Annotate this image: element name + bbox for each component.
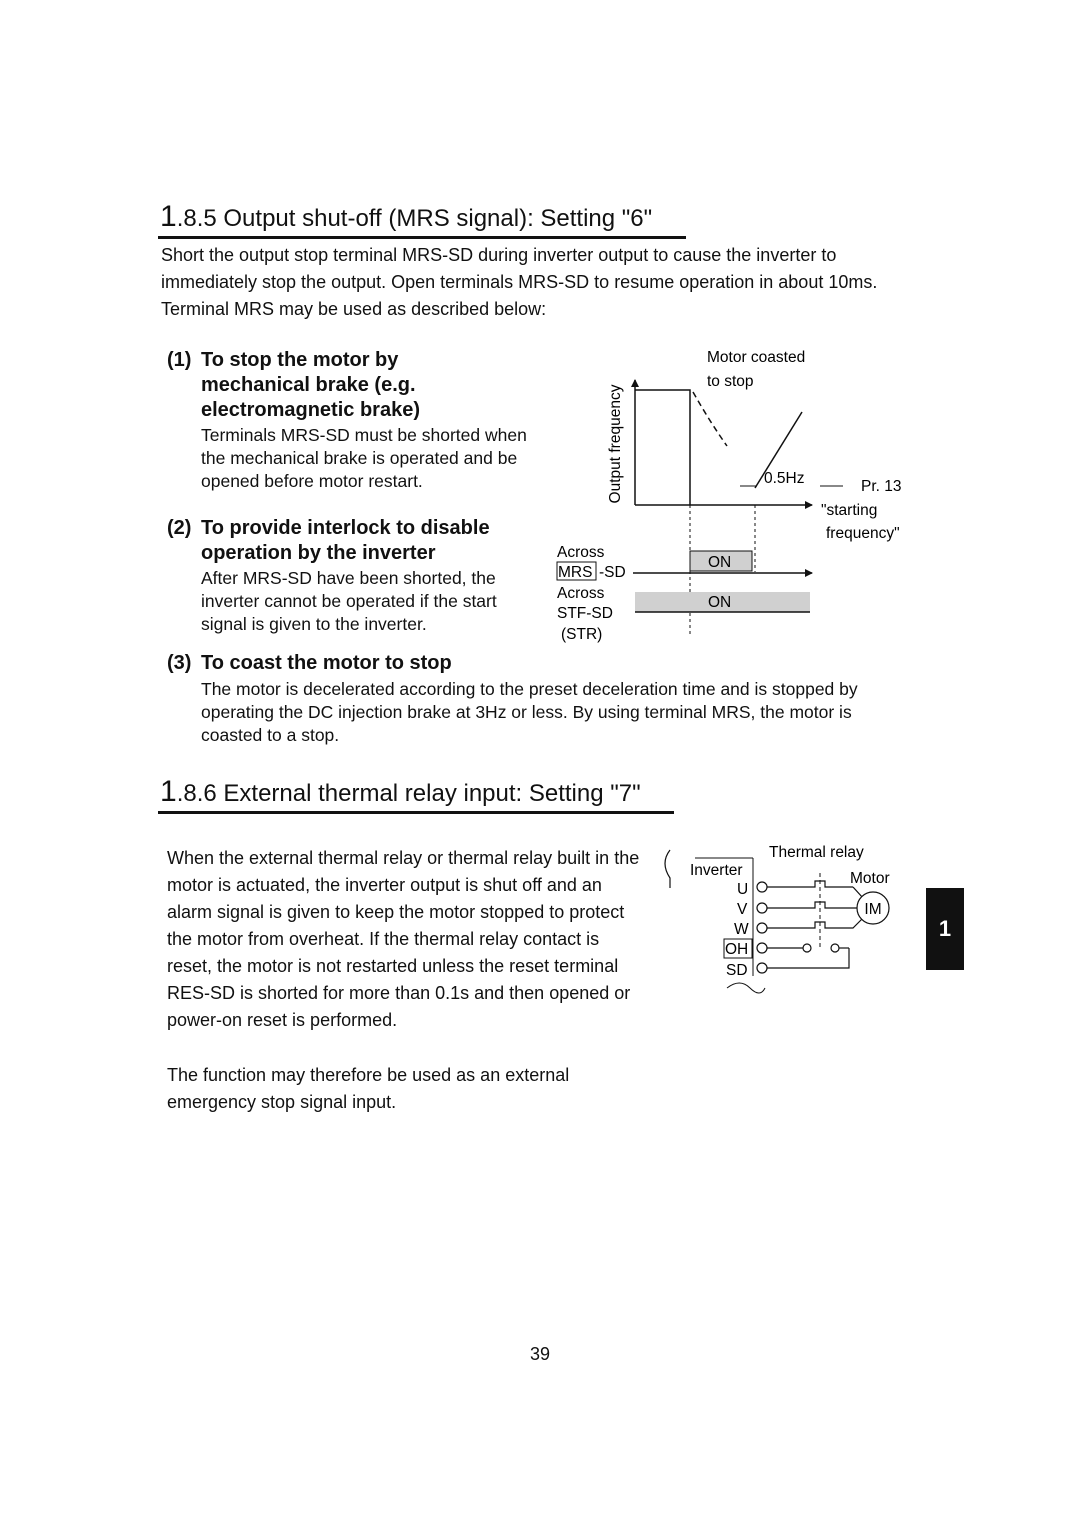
mrs-timing-diagram <box>550 342 920 647</box>
item-1-number: (1) <box>167 349 192 371</box>
item-1-body: Terminals MRS-SD must be shorted when the mechanical brake is operated and be opened before motor restart. <box>201 425 527 491</box>
section-title-1-8-5 <box>160 200 652 234</box>
mrs-label: MRS <box>558 564 593 581</box>
v-label: V <box>737 901 748 918</box>
oh-label: OH <box>725 941 749 958</box>
section-number: 1 <box>160 200 177 233</box>
inverter-label: Inverter <box>690 862 743 879</box>
sd-label: SD <box>726 962 748 979</box>
thermal-relay-diagram <box>655 838 905 998</box>
section-title-1-8-6 <box>160 775 641 809</box>
terminal-sd <box>757 963 767 973</box>
item-3-heading: To coast the motor to stop <box>201 652 452 674</box>
im-label: IM <box>864 901 882 918</box>
thermal-paragraph-1: When the external thermal relay or thermal relay built in the motor is actuated, the inverter output is shut off and an alarm signal is given to keep the motor stopped to protect the motor from overheat. If the thermal relay contact is reset, the motor is not restarted unless the reset terminal RES-SD is shorted for more than 0.1s and then opened or power-on reset is performed. <box>167 848 640 1030</box>
w-wire <box>767 918 863 928</box>
coast-label-2: to stop <box>707 373 754 390</box>
item-2-heading: To provide interlock to disable operation by the inverter <box>201 517 490 564</box>
chapter-tab: 1 <box>926 888 964 970</box>
u-wire <box>767 881 853 887</box>
w-label: W <box>734 921 749 938</box>
inverter-bracket <box>665 850 670 888</box>
across-label-2: Across <box>557 585 605 602</box>
item-2-body: After MRS-SD have been shorted, the inverter cannot be operated if the start signal is given to the inverter. <box>201 568 497 634</box>
across-label-1: Across <box>557 544 605 561</box>
coast-curve <box>693 392 727 446</box>
on-label-1: ON <box>708 554 732 571</box>
item-1-heading: To stop the motor by mechanical brake (e.g. electromagnetic brake) <box>201 349 420 421</box>
starting-label-1: "starting <box>821 502 878 519</box>
title-underline <box>158 236 686 239</box>
on-label-2: ON <box>708 594 732 611</box>
page-number: 39 <box>529 1344 551 1364</box>
terminal-oh <box>757 943 767 953</box>
item-3-body: The motor is decelerated according to the preset deceleration time and is stopped by operating the DC injection brake at 3Hz or less. By using terminal MRS, the motor is coasted to a stop. <box>201 679 858 745</box>
u-label: U <box>737 881 749 898</box>
inverter-break <box>727 983 765 993</box>
v-wire <box>767 902 857 908</box>
item-2-number: (2) <box>167 517 192 539</box>
thermal-paragraph-2: The function may therefore be used as an external emergency stop signal input. <box>167 1065 570 1112</box>
relay-contact <box>831 944 839 952</box>
frequency-line <box>635 390 690 505</box>
motor-label: Motor <box>850 870 890 887</box>
pr-label: Pr. 13 <box>861 478 902 495</box>
item-3-number: (3) <box>167 652 192 674</box>
title-underline <box>158 811 674 814</box>
relay-contact <box>803 944 811 952</box>
terminal-w <box>757 923 767 933</box>
section-title-text: .8.5 Output shut-off (MRS signal): Setting "6" <box>176 205 653 232</box>
stf-sd-label: STF-SD <box>557 605 613 622</box>
coast-label-1: Motor coasted <box>707 349 806 366</box>
thermal-relay-label: Thermal relay <box>769 844 864 861</box>
hz-label: 0.5Hz <box>764 470 805 487</box>
terminal-u <box>757 882 767 892</box>
intro-paragraph: Short the output stop terminal MRS-SD during inverter output to cause the inverter to immediately stop the output. Open terminals MRS-SD to resume operation in about 10ms. Terminal MRS may be used as described below: <box>161 245 878 319</box>
y-axis-label: Output frequency <box>607 384 624 504</box>
section-number: 1 <box>160 775 177 808</box>
section-title-text: .8.6 External thermal relay input: Setting "7" <box>176 780 641 807</box>
mrs-sd-label: -SD <box>599 564 626 581</box>
terminal-v <box>757 903 767 913</box>
str-label: (STR) <box>561 626 603 643</box>
starting-label-2: frequency" <box>826 525 900 542</box>
